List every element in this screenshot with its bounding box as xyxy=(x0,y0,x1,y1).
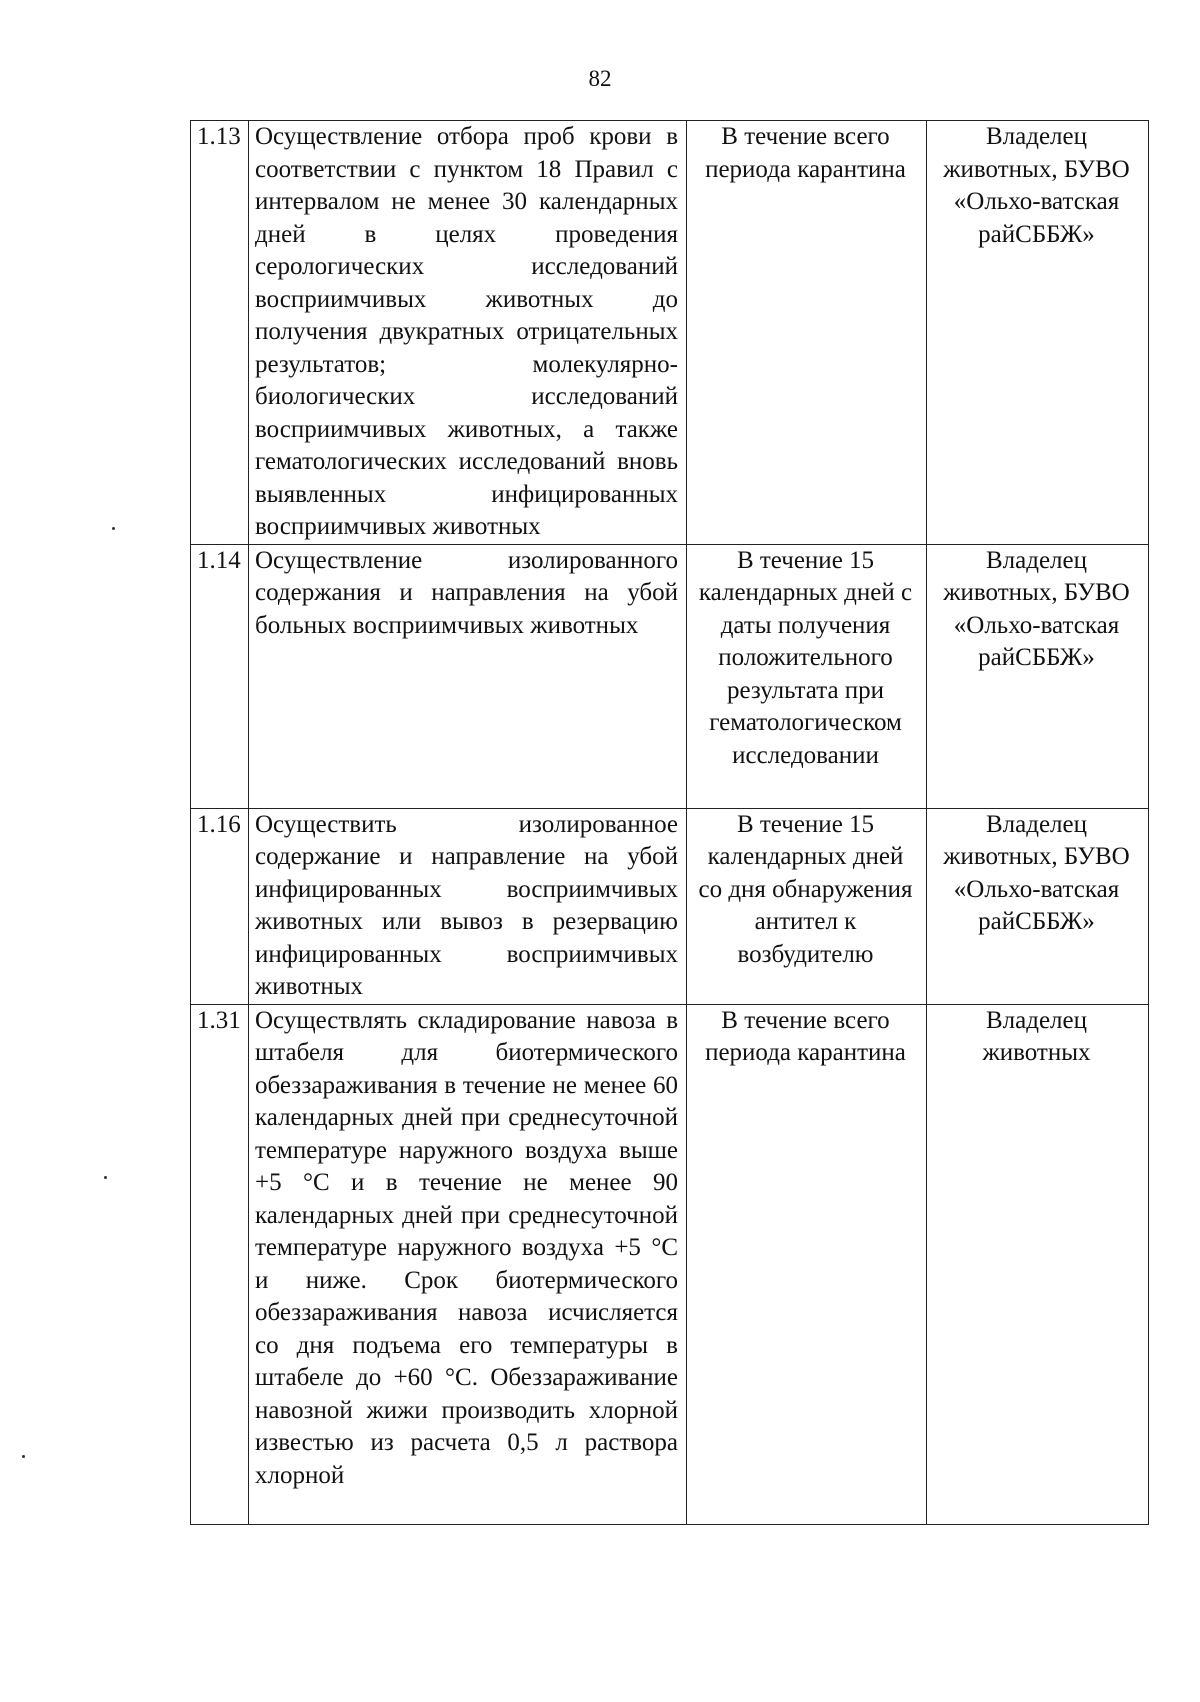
measure-text: Осуществить изолированное содержание и направление на убой инфицированных восприимчивых животных или вывоз в резервацию инфицированных восприимчивых животных xyxy=(249,808,687,1004)
term-text: В течение 15 календарных дней со дня обнаружения антител к возбудителю xyxy=(687,808,927,1004)
term-text: В течение 15 календарных дней с даты получения положительного результата при гематологическом исследовании xyxy=(687,544,927,808)
responsible-text: Владелец животных, БУВО «Ольхо-ватская райСББЖ» xyxy=(927,121,1149,545)
responsible-text: Владелец животных, БУВО «Ольхо-ватская райСББЖ» xyxy=(927,808,1149,1004)
row-number: 1.13 xyxy=(191,121,249,545)
page-number: 82 xyxy=(588,66,612,91)
table-row xyxy=(191,1004,1149,1524)
row-number: 1.14 xyxy=(191,544,249,808)
term-text: В течение всего периода карантина xyxy=(687,121,927,545)
measure-text: Осуществление отбора проб крови в соответствии с пунктом 18 Правил с интервалом не менее 30 календарных дней в целях проведения серологических исследований восприимчивых животных до получения двукратных отрицательных результатов; молекулярно-биологических исследований восприимчивых животных, а также гематологических исследований вновь выявленных инфицированных восприимчивых животных xyxy=(249,121,687,545)
responsible-text: Владелец животных, БУВО «Ольхо-ватская райСББЖ» xyxy=(927,544,1149,808)
scan-speck xyxy=(22,1455,25,1458)
table-row xyxy=(191,544,1149,808)
measure-text: Осуществление изолированного содержания и направления на убой больных восприимчивых животных xyxy=(249,544,687,808)
table-row xyxy=(191,121,1149,545)
term-text: В течение всего периода карантина xyxy=(687,1004,927,1524)
scan-speck xyxy=(104,1176,107,1179)
table-row xyxy=(191,808,1149,1004)
responsible-text: Владелец животных xyxy=(927,1004,1149,1524)
scan-speck xyxy=(112,527,115,530)
measure-text: Осуществлять складирование навоза в штабеля для биотермического обеззараживания в течение не менее 60 календарных дней при среднесуточной температуре наружного воздуха выше +5 °С и в течение не менее 90 календарных дней при среднесуточной температуре наружного воздуха +5 °С и ниже. Срок биотермического обеззараживания навоза исчисляется со дня подъема его температуры в штабеле до +60 °С. Обеззараживание навозной жижи производить хлорной известью из расчета 0,5 л раствора хлорной xyxy=(249,1004,687,1524)
row-number: 1.16 xyxy=(191,808,249,1004)
row-number: 1.31 xyxy=(191,1004,249,1524)
measures-table xyxy=(190,120,1149,1525)
